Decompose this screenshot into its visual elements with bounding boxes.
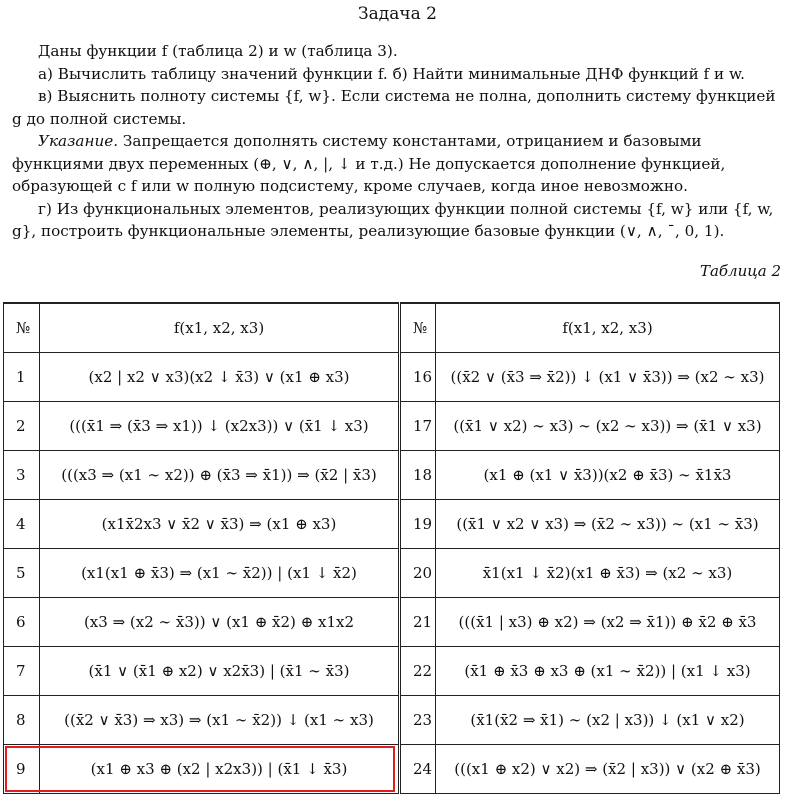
row-number: 8 [4, 696, 40, 745]
table-row [4, 549, 780, 598]
table-row [4, 353, 780, 402]
table-header-row [4, 303, 780, 353]
row-function: ((x̄2 ∨ (x̄3 ⇒ x̄2)) ↓ (x1 ∨ x̄3)) ⇒ (x2 ∼ x3) [436, 353, 780, 402]
row-function: (((x1 ⊕ x2) ∨ x2) ⇒ (x̄2 | x3)) ∨ (x2 ⊕ x̄3) [436, 745, 780, 794]
task-title: Задача 2 [358, 4, 437, 24]
row-number: 4 [4, 500, 40, 549]
row-number: 6 [4, 598, 40, 647]
row-function: ((x̄2 ∨ x̄3) ⇒ x3) ⇒ (x1 ∼ x̄2)) ↓ (x1 ∼ x3) [40, 696, 400, 745]
hint-label: Указание. [38, 132, 119, 150]
functions-table-body [4, 303, 780, 794]
row-number: 9 [4, 745, 40, 794]
row-function: (x2 | x2 ∨ x3)(x2 ↓ x̄3) ∨ (x1 ⊕ x3) [40, 353, 400, 402]
row-function: (x̄1(x̄2 ⇒ x̄1) ∼ (x2 | x3)) ↓ (x1 ∨ x2) [436, 696, 780, 745]
table-caption: Таблица 2 [699, 262, 781, 280]
table-row [4, 647, 780, 696]
row-number: 22 [400, 647, 436, 696]
statement-p3: в) Выяснить полноту системы {f, w}. Если система не полна, дополнить систему функцией g до полной системы. [12, 87, 776, 128]
row-number: 21 [400, 598, 436, 647]
statement-p4: г) Из функциональных элементов, реализующих функции полной системы {f, w} или {f, w, g}, построить функциональные элементы, реализующие базовые функции (∨, ∧, ¯, 0, 1). [12, 199, 774, 240]
row-number: 19 [400, 500, 436, 549]
row-number: 2 [4, 402, 40, 451]
row-number: 5 [4, 549, 40, 598]
header-number: № [400, 303, 436, 353]
row-function: (x1 ⊕ (x1 ∨ x̄3))(x2 ⊕ x̄3) ∼ x̄1x̄3 [436, 451, 780, 500]
selected-row-highlight [5, 746, 395, 792]
row-number: 24 [400, 745, 436, 794]
statement-hint [12, 130, 782, 198]
hint-text: Запрещается дополнять систему константами, отрицанием и базовыми функциями двух переменных (⊕, ∨, ∧, |, ↓ и т.д.) Не допускается дополнение функцией, образующей с f или w полную подсистему, кроме случаев, когда иное невозможно. [12, 132, 726, 195]
row-function: (((x3 ⇒ (x1 ∼ x2)) ⊕ (x̄3 ⇒ x̄1)) ⇒ (x̄2 | x̄3) [40, 451, 400, 500]
row-function: (x̄1 ∨ (x̄1 ⊕ x2) ∨ x2x̄3) | (x̄1 ∼ x̄3) [40, 647, 400, 696]
table-row [4, 451, 780, 500]
statement-p2: а) Вычислить таблицу значений функции f. б) Найти минимальные ДНФ функций f и w. [38, 64, 745, 83]
row-function: ((x̄1 ∨ x2) ∼ x3) ∼ (x2 ∼ x3)) ⇒ (x̄1 ∨ x3) [436, 402, 780, 451]
header-function: f(x1, x2, x3) [40, 303, 400, 353]
row-function: (x3 ⇒ (x2 ∼ x̄3)) ∨ (x1 ⊕ x̄2) ⊕ x1x2 [40, 598, 400, 647]
task-statement [12, 40, 782, 243]
functions-table [3, 302, 780, 794]
row-function: (x1(x1 ⊕ x̄3) ⇒ (x1 ∼ x̄2)) | (x1 ↓ x̄2) [40, 549, 400, 598]
row-number: 3 [4, 451, 40, 500]
header-number: № [4, 303, 40, 353]
table-row [4, 500, 780, 549]
table-row [4, 696, 780, 745]
table-row [4, 598, 780, 647]
row-number: 20 [400, 549, 436, 598]
row-number: 23 [400, 696, 436, 745]
row-function: ((x̄1 ∨ x2 ∨ x3) ⇒ (x̄2 ∼ x3)) ∼ (x1 ∼ x̄3) [436, 500, 780, 549]
row-number: 1 [4, 353, 40, 402]
row-number: 7 [4, 647, 40, 696]
row-function: (x̄1 ⊕ x̄3 ⊕ x3 ⊕ (x1 ∼ x̄2)) | (x1 ↓ x3) [436, 647, 780, 696]
row-function: (((x̄1 | x3) ⊕ x2) ⇒ (x2 ⇒ x̄1)) ⊕ x̄2 ⊕ x̄3 [436, 598, 780, 647]
row-function: (x1 ⊕ x3 ⊕ (x2 | x2x3)) | (x̄1 ↓ x̄3) [40, 745, 400, 794]
row-function: (x1x̄2x3 ∨ x̄2 ∨ x̄3) ⇒ (x1 ⊕ x3) [40, 500, 400, 549]
row-number: 18 [400, 451, 436, 500]
row-function: (((x̄1 ⇒ (x̄3 ⇒ x1)) ↓ (x2x3)) ∨ (x̄1 ↓ x3) [40, 402, 400, 451]
row-number: 16 [400, 353, 436, 402]
statement-p1: Даны функции f (таблица 2) и w (таблица 3). [38, 42, 398, 60]
row-function: x̄1(x1 ↓ x̄2)(x1 ⊕ x̄3) ⇒ (x2 ∼ x3) [436, 549, 780, 598]
row-number: 17 [400, 402, 436, 451]
header-function: f(x1, x2, x3) [436, 303, 780, 353]
table-row [4, 402, 780, 451]
